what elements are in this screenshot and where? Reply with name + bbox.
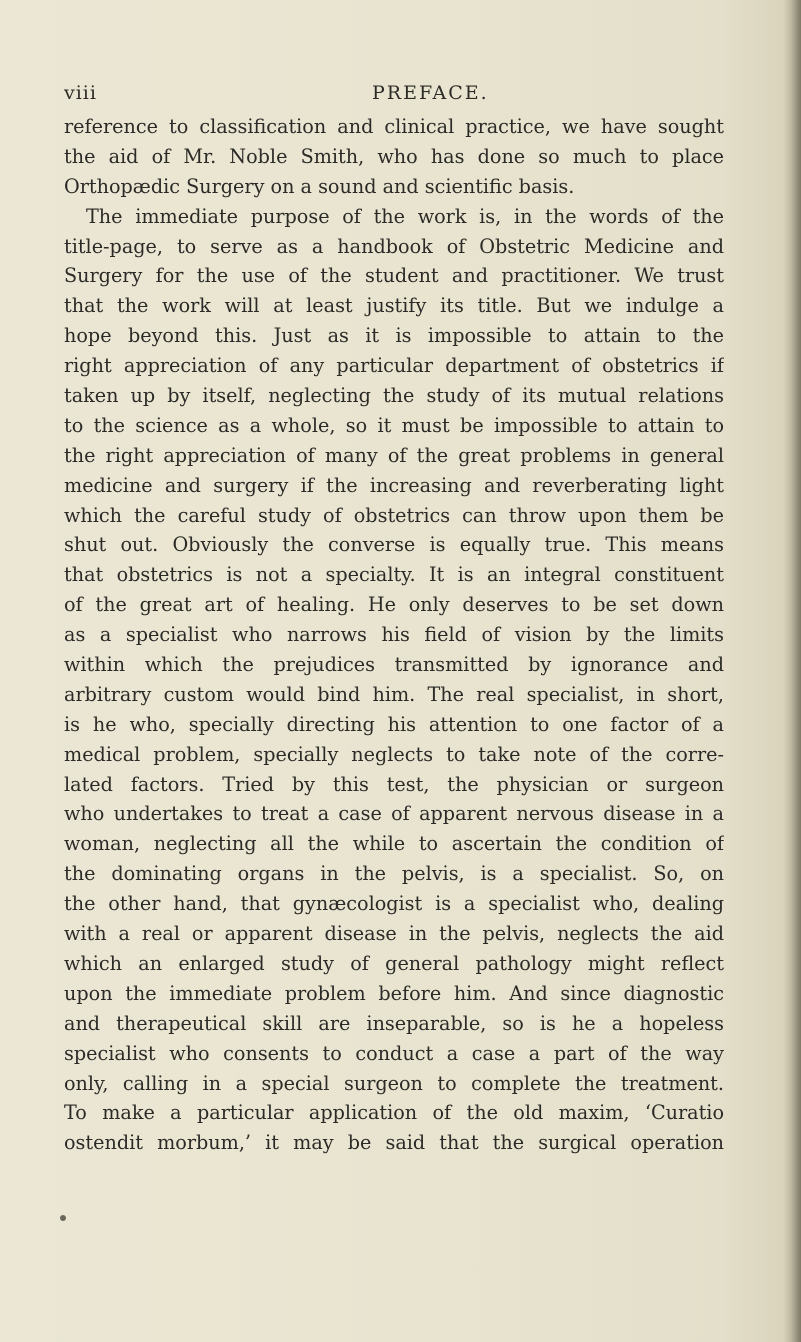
text-line: that the work will at least justify its title. But we indulge a — [64, 294, 724, 318]
ink-dot — [60, 1215, 66, 1221]
text-line: taken up by itself, neglecting the study of its mutual relations — [64, 384, 724, 408]
text-line: lated factors. Tried by this test, the physician or surgeon — [64, 772, 724, 796]
text-line: medical problem, specially neglects to take note of the corre- — [64, 742, 724, 766]
text-line: Orthopædic Surgery on a sound and scientific basis. — [64, 174, 575, 198]
text-line: only, calling in a special surgeon to complete the treatment. — [64, 1071, 724, 1095]
text-line: woman, neglecting all the while to ascertain the condition of — [64, 832, 724, 856]
text-line: ostendit morbum,’ it may be said that the surgical operation — [64, 1131, 724, 1155]
text-line: of the great art of healing. He only deserves to be set down — [64, 593, 724, 617]
text-line: that obstetrics is not a specialty. It is an integral constituent — [64, 563, 724, 587]
text-line: the aid of Mr. Noble Smith, who has done so much to place — [64, 144, 724, 168]
text-line: medicine and surgery if the increasing and reverberating light — [64, 473, 724, 497]
page-number: viii — [64, 82, 97, 104]
text-line: the right appreciation of many of the great problems in general — [64, 443, 724, 467]
running-head: PREFACE. — [372, 82, 489, 104]
text-line: reference to classification and clinical practice, we have sought — [64, 115, 724, 138]
text-line: the other hand, that gynæcologist is a specialist who, dealing — [64, 892, 724, 916]
text-line: as a specialist who narrows his field of vision by the limits — [64, 623, 724, 647]
text-line: upon the immediate problem before him. And since diagnostic — [64, 981, 724, 1005]
text-line: The immediate purpose of the work is, in the words of the — [86, 204, 724, 228]
text-line: is he who, specially directing his attention to one factor of a — [64, 712, 724, 736]
text-line: which an enlarged study of general pathology might reflect — [64, 951, 724, 975]
text-line: arbitrary custom would bind him. The real specialist, in short, — [64, 682, 724, 706]
text-line: which the careful study of obstetrics can throw upon them be — [64, 503, 724, 527]
text-line: within which the prejudices transmitted by ignorance and — [64, 653, 724, 677]
text-line: the dominating organs in the pelvis, is a specialist. So, on — [64, 862, 724, 886]
text-line: Surgery for the use of the student and practitioner. We trust — [64, 264, 724, 288]
text-line: right appreciation of any particular department of obstetrics if — [64, 354, 724, 378]
text-line: and therapeutical skill are inseparable, so is he a hopeless — [64, 1011, 724, 1035]
text-line: shut out. Obviously the converse is equally true. This means — [64, 533, 724, 557]
page-header — [64, 82, 704, 110]
text-line: title-page, to serve as a handbook of Obstetric Medicine and — [64, 234, 724, 258]
body-text — [64, 112, 724, 1158]
text-line: who undertakes to treat a case of apparent nervous disease in a — [64, 802, 724, 826]
text-line: To make a particular application of the old maxim, ‘Curatio — [64, 1101, 724, 1125]
text-line: specialist who consents to conduct a case a part of the way — [64, 1041, 724, 1065]
text-line: with a real or apparent disease in the pelvis, neglects the aid — [64, 922, 724, 946]
text-line: to the science as a whole, so it must be impossible to attain to — [64, 413, 724, 437]
text-line: hope beyond this. Just as it is impossible to attain to the — [64, 324, 724, 348]
page-edge-shadow — [783, 0, 801, 1342]
